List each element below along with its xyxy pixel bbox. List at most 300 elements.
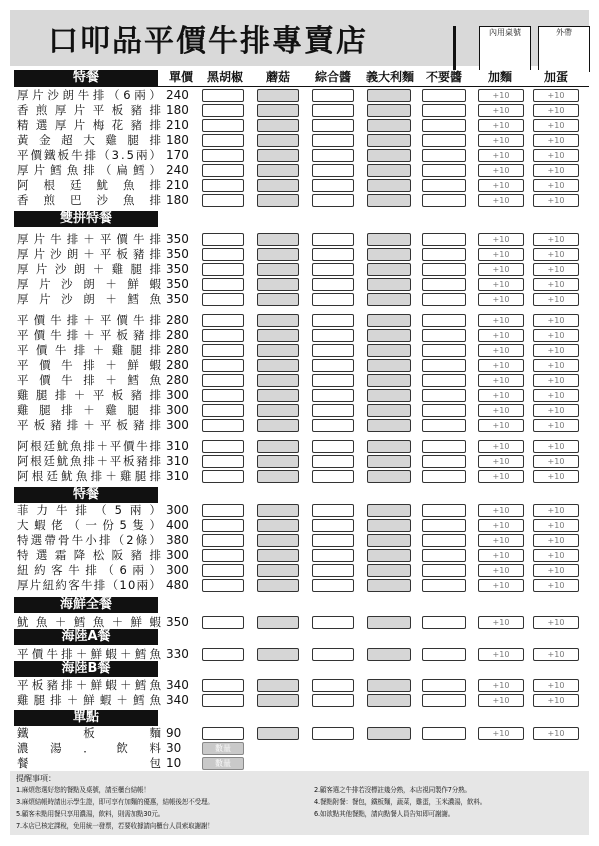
extra-noodle-box[interactable]: +10	[478, 134, 524, 147]
black-pepper-checkbox[interactable]	[202, 233, 244, 246]
no-sauce-checkbox[interactable]	[422, 233, 466, 246]
item-name-char: 帶	[44, 533, 56, 547]
combo-sauce-checkbox[interactable]	[312, 233, 354, 246]
item-name-char: ）	[149, 533, 161, 547]
no-sauce-checkbox[interactable]	[422, 727, 466, 740]
item-name-char: 厚	[17, 247, 29, 261]
mushroom-checkbox[interactable]	[257, 694, 299, 707]
extra-egg-box[interactable]: +10	[533, 404, 579, 417]
pasta-checkbox[interactable]	[367, 263, 411, 276]
extra-noodle-box[interactable]: +10	[478, 564, 524, 577]
black-pepper-checkbox[interactable]	[202, 727, 244, 740]
no-sauce-checkbox[interactable]	[422, 564, 466, 577]
combo-sauce-checkbox[interactable]	[312, 359, 354, 372]
mushroom-checkbox[interactable]	[257, 179, 299, 192]
combo-sauce-checkbox[interactable]	[312, 374, 354, 387]
extra-noodle-box[interactable]: +10	[478, 164, 524, 177]
pasta-checkbox[interactable]	[367, 194, 411, 207]
note-line: 2.顧客選之牛排若沒標註幾分熟，本店視同製作7分熟。	[314, 786, 471, 794]
extra-egg-box[interactable]: +10	[533, 248, 579, 261]
extra-egg-box[interactable]: +10	[533, 194, 579, 207]
pasta-checkbox[interactable]	[367, 134, 411, 147]
no-sauce-checkbox[interactable]	[422, 329, 466, 342]
item-name-char: 大	[83, 133, 95, 147]
column-header-combo-sauce: 綜合醬	[314, 70, 351, 84]
no-sauce-checkbox[interactable]	[422, 470, 466, 483]
extra-noodle-box[interactable]: +10	[478, 679, 524, 692]
mushroom-checkbox[interactable]	[257, 194, 299, 207]
black-pepper-checkbox[interactable]	[202, 694, 244, 707]
no-sauce-checkbox[interactable]	[422, 374, 466, 387]
mushroom-checkbox[interactable]	[257, 134, 299, 147]
extra-egg-box[interactable]: +10	[533, 534, 579, 547]
combo-sauce-checkbox[interactable]	[312, 329, 354, 342]
black-pepper-checkbox[interactable]	[202, 404, 244, 417]
mushroom-checkbox[interactable]	[257, 470, 299, 483]
extra-egg-box[interactable]: +10	[533, 579, 579, 592]
no-sauce-checkbox[interactable]	[422, 293, 466, 306]
item-name-char: 排	[93, 578, 106, 592]
combo-sauce-checkbox[interactable]	[312, 149, 354, 162]
mushroom-checkbox[interactable]	[257, 419, 299, 432]
combo-sauce-checkbox[interactable]	[312, 549, 354, 562]
pasta-checkbox[interactable]	[367, 164, 411, 177]
item-name	[17, 328, 161, 343]
item-name-char: 魚	[70, 439, 82, 453]
item-name-char: 平	[17, 328, 29, 342]
item-name-char: 平	[17, 373, 29, 387]
extra-egg-box[interactable]: +10	[533, 149, 579, 162]
pasta-checkbox[interactable]	[367, 278, 411, 291]
pasta-checkbox[interactable]	[367, 314, 411, 327]
mushroom-checkbox[interactable]	[257, 455, 299, 468]
mushroom-checkbox[interactable]	[257, 278, 299, 291]
pasta-checkbox[interactable]	[367, 579, 411, 592]
item-name	[17, 373, 161, 388]
no-sauce-checkbox[interactable]	[422, 104, 466, 117]
combo-sauce-checkbox[interactable]	[312, 314, 354, 327]
pasta-checkbox[interactable]	[367, 359, 411, 372]
pasta-checkbox[interactable]	[367, 679, 411, 692]
extra-egg-box[interactable]: +10	[533, 440, 579, 453]
combo-sauce-checkbox[interactable]	[312, 616, 354, 629]
quantity-box[interactable]: 數量	[202, 757, 244, 770]
pasta-checkbox[interactable]	[367, 149, 411, 162]
pasta-checkbox[interactable]	[367, 233, 411, 246]
mushroom-checkbox[interactable]	[257, 119, 299, 132]
mushroom-checkbox[interactable]	[257, 727, 299, 740]
extra-egg-box[interactable]: +10	[533, 278, 579, 291]
extra-noodle-box[interactable]: +10	[478, 504, 524, 517]
combo-sauce-checkbox[interactable]	[312, 504, 354, 517]
item-name-char: （	[112, 533, 125, 547]
no-sauce-checkbox[interactable]	[422, 419, 466, 432]
combo-sauce-checkbox[interactable]	[312, 519, 354, 532]
item-name-char: 平	[17, 148, 29, 162]
combo-sauce-checkbox[interactable]	[312, 440, 354, 453]
extra-noodle-box[interactable]: +10	[478, 194, 524, 207]
pasta-checkbox[interactable]	[367, 648, 411, 661]
mushroom-checkbox[interactable]	[257, 149, 299, 162]
item-name-char: 排	[149, 103, 161, 117]
no-sauce-checkbox[interactable]	[422, 134, 466, 147]
black-pepper-checkbox[interactable]	[202, 679, 244, 692]
pasta-checkbox[interactable]	[367, 440, 411, 453]
no-sauce-checkbox[interactable]	[422, 519, 466, 532]
black-pepper-checkbox[interactable]	[202, 534, 244, 547]
no-sauce-checkbox[interactable]	[422, 389, 466, 402]
item-name-char: 平	[17, 358, 29, 372]
extra-noodle-box[interactable]: +10	[478, 419, 524, 432]
pasta-checkbox[interactable]	[367, 519, 411, 532]
extra-egg-box[interactable]: +10	[533, 679, 579, 692]
no-sauce-checkbox[interactable]	[422, 504, 466, 517]
extra-noodle-box[interactable]: +10	[478, 344, 524, 357]
pasta-checkbox[interactable]	[367, 404, 411, 417]
takeout-box[interactable]	[538, 26, 590, 72]
mushroom-checkbox[interactable]	[257, 164, 299, 177]
combo-sauce-checkbox[interactable]	[312, 119, 354, 132]
pasta-checkbox[interactable]	[367, 374, 411, 387]
extra-noodle-box[interactable]: +10	[478, 616, 524, 629]
extra-egg-box[interactable]: +10	[533, 179, 579, 192]
no-sauce-checkbox[interactable]	[422, 694, 466, 707]
item-price: 350	[166, 615, 189, 629]
combo-sauce-checkbox[interactable]	[312, 534, 354, 547]
black-pepper-checkbox[interactable]	[202, 263, 244, 276]
item-name	[17, 292, 161, 307]
mushroom-checkbox[interactable]	[257, 329, 299, 342]
extra-egg-box[interactable]: +10	[533, 344, 579, 357]
pasta-checkbox[interactable]	[367, 470, 411, 483]
extra-noodle-box[interactable]: +10	[478, 263, 524, 276]
black-pepper-checkbox[interactable]	[202, 179, 244, 192]
extra-noodle-box[interactable]: +10	[478, 534, 524, 547]
quantity-box[interactable]: 數量	[202, 742, 244, 755]
pasta-checkbox[interactable]	[367, 248, 411, 261]
extra-egg-box[interactable]: +10	[533, 314, 579, 327]
mushroom-checkbox[interactable]	[257, 534, 299, 547]
item-name-char: 片	[33, 163, 46, 177]
no-sauce-checkbox[interactable]	[422, 278, 466, 291]
mushroom-checkbox[interactable]	[257, 549, 299, 562]
black-pepper-checkbox[interactable]	[202, 579, 244, 592]
combo-sauce-checkbox[interactable]	[312, 404, 354, 417]
item-price: 350	[166, 277, 189, 291]
item-name-char: 魚	[35, 615, 48, 629]
extra-egg-box[interactable]: +10	[533, 104, 579, 117]
no-sauce-checkbox[interactable]	[422, 440, 466, 453]
combo-sauce-checkbox[interactable]	[312, 104, 354, 117]
no-sauce-checkbox[interactable]	[422, 579, 466, 592]
black-pepper-checkbox[interactable]	[202, 564, 244, 577]
extra-egg-box[interactable]: +10	[533, 233, 579, 246]
mushroom-checkbox[interactable]	[257, 564, 299, 577]
item-name-char: 排	[66, 328, 79, 342]
black-pepper-checkbox[interactable]	[202, 104, 244, 117]
no-sauce-checkbox[interactable]	[422, 164, 466, 177]
extra-egg-box[interactable]: +10	[533, 470, 579, 483]
extra-noodle-box[interactable]: +10	[478, 89, 524, 102]
extra-noodle-box[interactable]: +10	[478, 579, 524, 592]
extra-egg-box[interactable]: +10	[533, 119, 579, 132]
pasta-checkbox[interactable]	[367, 549, 411, 562]
combo-sauce-checkbox[interactable]	[312, 648, 354, 661]
black-pepper-checkbox[interactable]	[202, 119, 244, 132]
extra-noodle-box[interactable]: +10	[478, 694, 524, 707]
notes-panel	[10, 771, 589, 835]
black-pepper-checkbox[interactable]	[202, 419, 244, 432]
black-pepper-checkbox[interactable]	[202, 194, 244, 207]
extra-egg-box[interactable]: +10	[533, 134, 579, 147]
combo-sauce-checkbox[interactable]	[312, 194, 354, 207]
black-pepper-checkbox[interactable]	[202, 389, 244, 402]
black-pepper-checkbox[interactable]	[202, 293, 244, 306]
item-name-char: 平	[109, 439, 122, 453]
combo-sauce-checkbox[interactable]	[312, 344, 354, 357]
extra-noodle-box[interactable]: +10	[478, 293, 524, 306]
no-sauce-checkbox[interactable]	[422, 194, 466, 207]
black-pepper-checkbox[interactable]	[202, 89, 244, 102]
extra-noodle-box[interactable]: +10	[478, 233, 524, 246]
item-name-char: 鱈	[134, 647, 147, 661]
mushroom-checkbox[interactable]	[257, 440, 299, 453]
item-name-char: 大	[17, 518, 29, 532]
black-pepper-checkbox[interactable]	[202, 329, 244, 342]
mushroom-checkbox[interactable]	[257, 314, 299, 327]
item-name-char: 阪	[111, 548, 124, 562]
extra-noodle-box[interactable]: +10	[478, 359, 524, 372]
mushroom-checkbox[interactable]	[257, 89, 299, 102]
pasta-checkbox[interactable]	[367, 504, 411, 517]
combo-sauce-checkbox[interactable]	[312, 389, 354, 402]
black-pepper-checkbox[interactable]	[202, 344, 244, 357]
black-pepper-checkbox[interactable]	[202, 134, 244, 147]
combo-sauce-checkbox[interactable]	[312, 679, 354, 692]
mushroom-checkbox[interactable]	[257, 104, 299, 117]
extra-egg-box[interactable]: +10	[533, 694, 579, 707]
combo-sauce-checkbox[interactable]	[312, 293, 354, 306]
extra-noodle-box[interactable]: +10	[478, 278, 524, 291]
mushroom-checkbox[interactable]	[257, 616, 299, 629]
menu-item-row	[0, 647, 599, 662]
combo-sauce-checkbox[interactable]	[312, 419, 354, 432]
extra-egg-box[interactable]: +10	[533, 455, 579, 468]
mushroom-checkbox[interactable]	[257, 374, 299, 387]
pasta-checkbox[interactable]	[367, 89, 411, 102]
pasta-checkbox[interactable]	[367, 534, 411, 547]
mushroom-checkbox[interactable]	[257, 679, 299, 692]
pasta-checkbox[interactable]	[367, 616, 411, 629]
extra-noodle-box[interactable]: +10	[478, 519, 524, 532]
no-sauce-checkbox[interactable]	[422, 314, 466, 327]
extra-noodle-box[interactable]: +10	[478, 404, 524, 417]
item-name	[17, 358, 161, 373]
black-pepper-checkbox[interactable]	[202, 314, 244, 327]
extra-noodle-box[interactable]: +10	[478, 440, 524, 453]
black-pepper-checkbox[interactable]	[202, 440, 244, 453]
black-pepper-checkbox[interactable]	[202, 519, 244, 532]
item-price: 240	[166, 163, 189, 177]
item-name-char: 平	[17, 343, 29, 357]
mushroom-checkbox[interactable]	[257, 519, 299, 532]
mushroom-checkbox[interactable]	[257, 344, 299, 357]
black-pepper-checkbox[interactable]	[202, 359, 244, 372]
black-pepper-checkbox[interactable]	[202, 616, 244, 629]
black-pepper-checkbox[interactable]	[202, 278, 244, 291]
pasta-checkbox[interactable]	[367, 389, 411, 402]
no-sauce-checkbox[interactable]	[422, 248, 466, 261]
item-name-char: 紐	[42, 578, 55, 592]
item-name-char: 阿	[17, 454, 29, 468]
extra-noodle-box[interactable]: +10	[478, 329, 524, 342]
item-name-char: 排	[149, 193, 161, 207]
extra-noodle-box[interactable]: +10	[478, 648, 524, 661]
extra-egg-box[interactable]: +10	[533, 519, 579, 532]
item-name	[17, 133, 161, 148]
combo-sauce-checkbox[interactable]	[312, 164, 354, 177]
no-sauce-checkbox[interactable]	[422, 549, 466, 562]
black-pepper-checkbox[interactable]	[202, 248, 244, 261]
no-sauce-checkbox[interactable]	[422, 648, 466, 661]
combo-sauce-checkbox[interactable]	[312, 455, 354, 468]
black-pepper-checkbox[interactable]	[202, 149, 244, 162]
combo-sauce-checkbox[interactable]	[312, 134, 354, 147]
extra-egg-box[interactable]: +10	[533, 549, 579, 562]
extra-noodle-box[interactable]: +10	[478, 149, 524, 162]
mushroom-checkbox[interactable]	[257, 248, 299, 261]
extra-egg-box[interactable]: +10	[533, 419, 579, 432]
item-name-char: 價	[35, 343, 48, 357]
mushroom-checkbox[interactable]	[257, 648, 299, 661]
extra-egg-box[interactable]: +10	[533, 648, 579, 661]
extra-noodle-box[interactable]: +10	[478, 104, 524, 117]
combo-sauce-checkbox[interactable]	[312, 579, 354, 592]
item-name-char: 片	[39, 292, 51, 306]
item-name-char: 排	[149, 313, 161, 327]
black-pepper-checkbox[interactable]	[202, 455, 244, 468]
black-pepper-checkbox[interactable]	[202, 504, 244, 517]
extra-egg-box[interactable]: +10	[533, 374, 579, 387]
no-sauce-checkbox[interactable]	[422, 616, 466, 629]
extra-noodle-box[interactable]: +10	[478, 248, 524, 261]
combo-sauce-checkbox[interactable]	[312, 727, 354, 740]
no-sauce-checkbox[interactable]	[422, 179, 466, 192]
no-sauce-checkbox[interactable]	[422, 89, 466, 102]
combo-sauce-checkbox[interactable]	[312, 263, 354, 276]
mushroom-checkbox[interactable]	[257, 233, 299, 246]
section-title: 雙拼特餐	[14, 211, 158, 227]
combo-sauce-checkbox[interactable]	[312, 89, 354, 102]
menu-item-row	[0, 373, 599, 388]
menu-item-row	[0, 503, 599, 518]
item-name-char: 腿	[33, 693, 46, 707]
no-sauce-checkbox[interactable]	[422, 404, 466, 417]
black-pepper-checkbox[interactable]	[202, 648, 244, 661]
item-name	[17, 518, 161, 533]
extra-egg-box[interactable]: +10	[533, 504, 579, 517]
extra-egg-box[interactable]: +10	[533, 293, 579, 306]
menu-item-row	[0, 232, 599, 247]
pasta-checkbox[interactable]	[367, 104, 411, 117]
mushroom-checkbox[interactable]	[257, 293, 299, 306]
combo-sauce-checkbox[interactable]	[312, 248, 354, 261]
pasta-checkbox[interactable]	[367, 329, 411, 342]
extra-egg-box[interactable]: +10	[533, 263, 579, 276]
item-price: 310	[166, 454, 189, 468]
no-sauce-checkbox[interactable]	[422, 534, 466, 547]
item-price: 240	[166, 88, 189, 102]
no-sauce-checkbox[interactable]	[422, 119, 466, 132]
item-name-char: 鱈	[132, 163, 145, 177]
pasta-checkbox[interactable]	[367, 564, 411, 577]
pasta-checkbox[interactable]	[367, 119, 411, 132]
pasta-checkbox[interactable]	[367, 694, 411, 707]
black-pepper-checkbox[interactable]	[202, 164, 244, 177]
black-pepper-checkbox[interactable]	[202, 374, 244, 387]
black-pepper-checkbox[interactable]	[202, 470, 244, 483]
extra-noodle-box[interactable]: +10	[478, 179, 524, 192]
mushroom-checkbox[interactable]	[257, 389, 299, 402]
extra-egg-box[interactable]: +10	[533, 89, 579, 102]
extra-noodle-box[interactable]: +10	[478, 727, 524, 740]
extra-egg-box[interactable]: +10	[533, 389, 579, 402]
pasta-checkbox[interactable]	[367, 293, 411, 306]
item-name-char: 片	[73, 103, 86, 117]
black-pepper-checkbox[interactable]	[202, 549, 244, 562]
extra-egg-box[interactable]: +10	[533, 564, 579, 577]
item-name-char: 花	[111, 118, 124, 132]
extra-noodle-box[interactable]: +10	[478, 549, 524, 562]
extra-noodle-box[interactable]: +10	[478, 374, 524, 387]
mushroom-checkbox[interactable]	[257, 579, 299, 592]
item-name-char: 選	[35, 118, 48, 132]
combo-sauce-checkbox[interactable]	[312, 470, 354, 483]
item-name-char: 豬	[130, 103, 143, 117]
extra-noodle-box[interactable]: +10	[478, 389, 524, 402]
combo-sauce-checkbox[interactable]	[312, 564, 354, 577]
combo-sauce-checkbox[interactable]	[312, 694, 354, 707]
extra-noodle-box[interactable]: +10	[478, 314, 524, 327]
extra-noodle-box[interactable]: +10	[478, 119, 524, 132]
mushroom-checkbox[interactable]	[257, 263, 299, 276]
pasta-checkbox[interactable]	[367, 727, 411, 740]
extra-egg-box[interactable]: +10	[533, 329, 579, 342]
combo-sauce-checkbox[interactable]	[312, 278, 354, 291]
no-sauce-checkbox[interactable]	[422, 455, 466, 468]
mushroom-checkbox[interactable]	[257, 359, 299, 372]
pasta-checkbox[interactable]	[367, 419, 411, 432]
extra-egg-box[interactable]: +10	[533, 359, 579, 372]
no-sauce-checkbox[interactable]	[422, 679, 466, 692]
mushroom-checkbox[interactable]	[257, 504, 299, 517]
extra-egg-box[interactable]: +10	[533, 727, 579, 740]
extra-egg-box[interactable]: +10	[533, 164, 579, 177]
pasta-checkbox[interactable]	[367, 179, 411, 192]
pasta-checkbox[interactable]	[367, 344, 411, 357]
mushroom-checkbox[interactable]	[257, 404, 299, 417]
pasta-checkbox[interactable]	[367, 455, 411, 468]
no-sauce-checkbox[interactable]	[422, 359, 466, 372]
extra-noodle-box[interactable]: +10	[478, 470, 524, 483]
extra-egg-box[interactable]: +10	[533, 616, 579, 629]
no-sauce-checkbox[interactable]	[422, 344, 466, 357]
table-number-box[interactable]	[479, 26, 531, 72]
combo-sauce-checkbox[interactable]	[312, 179, 354, 192]
extra-noodle-box[interactable]: +10	[478, 455, 524, 468]
no-sauce-checkbox[interactable]	[422, 149, 466, 162]
no-sauce-checkbox[interactable]	[422, 263, 466, 276]
